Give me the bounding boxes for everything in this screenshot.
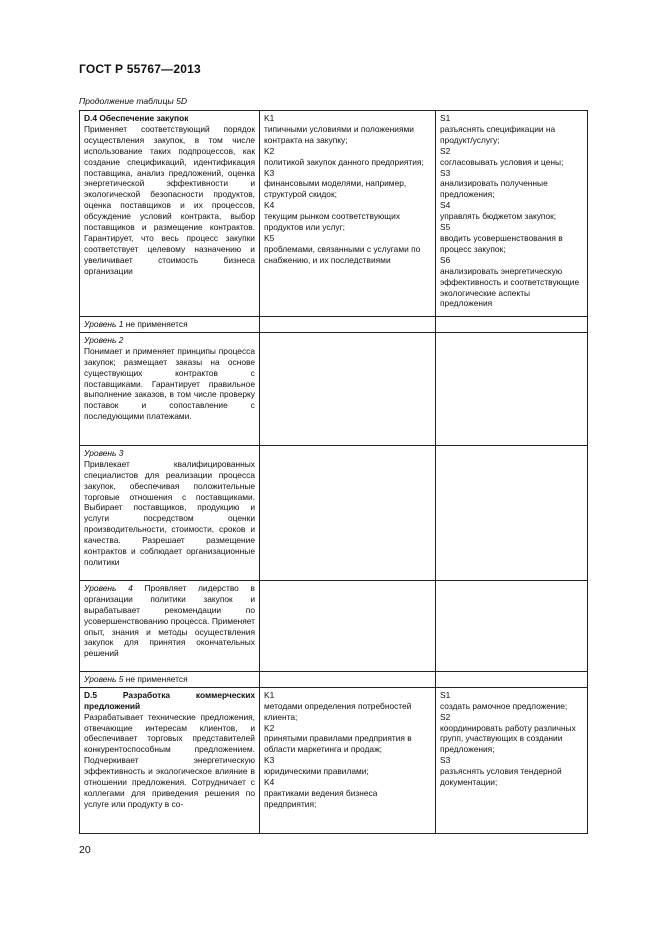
empty-cell (260, 317, 436, 333)
skill-code: S2 (440, 145, 451, 156)
empty-cell (260, 332, 436, 445)
knowledge-code: K2 (264, 722, 275, 733)
page-number: 20 (79, 844, 91, 856)
skill-text: разъяснять спецификации на продукт/услугу; (440, 123, 556, 145)
skill-text: управлять бюджетом закупок; (440, 211, 557, 222)
table-row (80, 580, 588, 671)
skill-text: анализировать полученные предложения; (440, 178, 548, 200)
level-cell (80, 671, 260, 687)
knowledge-cell (260, 111, 436, 317)
competence-title: D.5 Разработка коммерческих предложений (84, 689, 255, 711)
empty-cell (436, 671, 588, 687)
table-row (80, 111, 588, 317)
level-label: Уровень 5 (84, 673, 124, 684)
level-text: Понимает и применяет принципы процесса закупок; размещает заказы на основе существующих контрактов с поставщиками. Гарантирует правильное выполнение заказов, в том числе проверку поставок и сопоставление с последующими платежами. (84, 345, 255, 422)
skill-code: S1 (440, 113, 451, 123)
skill-code: S6 (440, 254, 451, 265)
knowledge-code: K1 (264, 689, 275, 700)
competence-description: Разрабатывает технические предложения, отвечающие интересам клиентов, и обеспечивает торговых представителей конкурентоспособным предложением. Подчеркивает энергетическую эффективность и экологическое влияние в отношении предложения. Сотрудничает с коллегами для приведения решения по услуге или продукту в со- (84, 711, 255, 809)
knowledge-text: практиками ведения бизнеса предприятия; (264, 787, 378, 809)
level-cell (80, 445, 260, 580)
knowledge-text: принятыми правилами предприятия в области маркетинга и продаж; (264, 733, 412, 755)
skill-code: S2 (440, 711, 451, 722)
skill-text: создать рамочное предложение; (440, 700, 568, 711)
skill-code: S4 (440, 200, 451, 211)
knowledge-code: K4 (264, 777, 275, 788)
table-row (80, 317, 588, 333)
level-label: Уровень 2 (84, 334, 124, 345)
knowledge-code: K3 (264, 755, 275, 766)
knowledge-text: типичными условиями и положениями контракта на закупку; (264, 123, 414, 145)
knowledge-text: политикой закупок данного предприятия; (264, 156, 424, 167)
level-cell (80, 580, 260, 671)
level-text: Проявляет лидерство в организации политики закупок и вырабатывает рекомендации по усовершенствованию процесса. Применяет опыт, знания и методы осуществления закупок для принятия окончательных решений (84, 582, 256, 659)
skill-text: анализировать энергетическую эффективность и соответствующие экологические аспекты предложения (440, 265, 580, 309)
knowledge-code: K1 (264, 113, 275, 123)
skill-code: S3 (440, 167, 451, 178)
skill-text: координировать работу различных групп, участвующих в создании предложения; (440, 722, 576, 755)
table-continuation-caption: Продолжение таблицы 5D (79, 96, 188, 106)
skill-text: согласовывать условия и цены; (440, 156, 564, 167)
knowledge-text: проблемами, связанными с услугами по снабжению, и их последствиями (264, 243, 421, 265)
level-cell (80, 317, 260, 333)
knowledge-cell (260, 687, 436, 833)
empty-cell (260, 445, 436, 580)
level-cell (80, 332, 260, 445)
empty-cell (436, 445, 588, 580)
competence-table (79, 110, 588, 834)
knowledge-code: K4 (264, 200, 275, 211)
knowledge-text: методами определения потребностей клиента; (264, 700, 412, 722)
knowledge-code: K2 (264, 145, 275, 156)
document-id: ГОСТ Р 55767—2013 (79, 62, 201, 76)
level-text: не применяется (125, 319, 188, 329)
skill-code: S3 (440, 755, 451, 766)
knowledge-text: юридическими правилами; (264, 766, 369, 777)
competence-cell (80, 111, 260, 317)
knowledge-text: финансовыми моделями, например, структурой скидок; (264, 178, 407, 200)
knowledge-code: K3 (264, 167, 275, 178)
empty-cell (436, 317, 588, 333)
empty-cell (260, 580, 436, 671)
table-row (80, 671, 588, 687)
table-row (80, 332, 588, 445)
empty-cell (436, 580, 588, 671)
skill-code: S1 (440, 689, 451, 700)
table-row (80, 445, 588, 580)
level-label: Уровень 3 (84, 447, 124, 458)
empty-cell (260, 671, 436, 687)
skill-text: разъяснять условия тендерной документации; (440, 766, 562, 788)
level-label: Уровень 4 (84, 582, 133, 593)
level-text: не применяется (125, 673, 188, 684)
empty-cell (436, 332, 588, 445)
competence-title: D.4 Обеспечение закупок (84, 113, 189, 123)
skill-code: S5 (440, 222, 451, 233)
competence-cell (80, 687, 260, 833)
level-text: Привлекает квалифицированных специалистов для реализации процесса закупок, обеспечивая положительные торговые отношения с поставщиками. Выбирает поставщиков, продукцию и услуги посредством оценки производительности, стоимости, сроков и качества. Разрешает размещение контрактов и соблюдает организационные политики (84, 458, 255, 567)
skills-cell (436, 111, 588, 317)
table-row (80, 687, 588, 833)
skill-text: вводить усовершенствования в процесс закупок; (440, 232, 563, 254)
knowledge-code: K5 (264, 232, 275, 243)
skills-cell (436, 687, 588, 833)
competence-description: Применяет соответствующий порядок осуществления закупок, в том числе использование таких подпроцессов, как создание спецификаций, идентификация поставщика, анализ предложений, оценка энергетической эффективности и экологической безопасности продуктов, оценка поставщиков и их процессов, обсуждение условий контракта, выбор поставщиков и размещение контрактов. Гарантирует, что весь процесс закупки соответствует целевому назначению и увеличивает стоимость бизнеса организации (84, 123, 255, 276)
level-label: Уровень 1 (84, 319, 124, 329)
knowledge-text: текущим рынком соответствующих продуктов или услуг; (264, 211, 401, 233)
